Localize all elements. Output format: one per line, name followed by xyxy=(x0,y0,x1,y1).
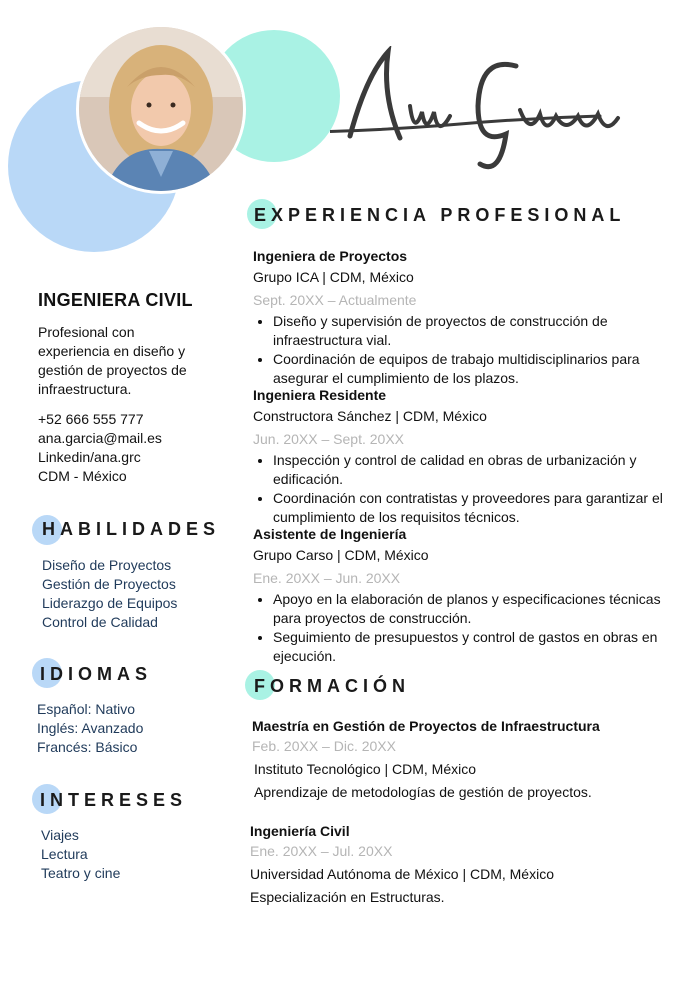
list-item: Inglés: Avanzado xyxy=(37,720,144,736)
job-dates: Sept. 20XX – Actualmente xyxy=(253,292,417,308)
list-item: Lectura xyxy=(41,846,88,862)
education-heading: FORMACIÓN xyxy=(254,676,410,696)
job-bullet: • Seguimiento de presupuestos y control de gastos en obras en ejecución. xyxy=(273,628,663,666)
job-title: Ingeniera de Proyectos xyxy=(253,248,408,264)
job-company: Grupo Carso | CDM, México xyxy=(253,547,429,563)
job-bullet: • Coordinación con contratistas y proveedores para garantizar el cumplimiento de los requisitos técnicos. xyxy=(273,489,663,527)
list-item: Teatro y cine xyxy=(41,865,121,881)
skills-list xyxy=(42,556,177,632)
job-company: Constructora Sánchez | CDM, México xyxy=(253,408,487,424)
job-title: Asistente de Ingeniería xyxy=(253,526,407,542)
linkedin-link[interactable]: Linkedin/ana.grc xyxy=(38,449,141,465)
email-link[interactable]: ana.garcia@mail.es xyxy=(38,430,162,446)
interests-heading: INTERESES xyxy=(40,790,188,810)
role-title: INGENIERA CIVIL xyxy=(38,290,193,310)
list-item: Diseño de Proyectos xyxy=(42,557,172,573)
profile-photo xyxy=(76,24,246,194)
education-entry xyxy=(252,717,672,802)
summary xyxy=(38,323,187,399)
education-entry xyxy=(250,822,670,907)
summary-line: experiencia en diseño y xyxy=(38,343,186,359)
list-item: Liderazgo de Equipos xyxy=(42,595,178,611)
degree-detail: Aprendizaje de metodologías de gestión de proyectos. xyxy=(254,784,592,800)
list-item: Control de Calidad xyxy=(42,614,158,630)
location: CDM - México xyxy=(38,468,127,484)
languages-list xyxy=(37,700,143,757)
degree-school: Universidad Autónoma de México | CDM, México xyxy=(250,866,554,882)
job-dates: Ene. 20XX – Jun. 20XX xyxy=(253,570,401,586)
degree-title: Maestría en Gestión de Proyectos de Infraestructura xyxy=(252,718,600,734)
list-item: Viajes xyxy=(41,827,79,843)
languages-heading: IDIOMAS xyxy=(40,664,153,684)
summary-line: Profesional con xyxy=(38,324,135,340)
skills-heading: HABILIDADES xyxy=(42,519,221,539)
job-bullet: • Inspección y control de calidad en obras de urbanización y edificación. xyxy=(273,451,663,489)
job-bullets xyxy=(253,312,663,388)
job-bullets xyxy=(253,451,663,527)
degree-school: Instituto Tecnológico | CDM, México xyxy=(254,761,477,777)
degree-detail: Especialización en Estructuras. xyxy=(250,889,445,905)
degree-dates: Ene. 20XX – Jul. 20XX xyxy=(250,843,393,859)
degree-dates: Feb. 20XX – Dic. 20XX xyxy=(252,738,396,754)
job-bullet: • Apoyo en la elaboración de planos y especificaciones técnicas para proyectos de construcción. xyxy=(273,590,663,628)
job-company: Grupo ICA | CDM, México xyxy=(253,269,414,285)
interests-list xyxy=(41,826,120,883)
job-entry xyxy=(253,525,663,666)
phone: +52 666 555 777 xyxy=(38,411,144,427)
list-item: Español: Nativo xyxy=(37,701,136,717)
job-bullets xyxy=(253,590,663,666)
summary-line: gestión de proyectos de xyxy=(38,362,187,378)
degree-title: Ingeniería Civil xyxy=(250,823,350,839)
job-title: Ingeniera Residente xyxy=(253,387,387,403)
job-entry xyxy=(253,386,663,527)
contact-block xyxy=(38,410,162,486)
job-entry xyxy=(253,247,663,388)
list-item: Francés: Básico xyxy=(37,739,138,755)
experience-heading: EXPERIENCIA PROFESIONAL xyxy=(254,205,626,225)
summary-line: infraestructura. xyxy=(38,381,132,397)
job-bullet: • Coordinación de equipos de trabajo multidisciplinarios para asegurar el cumplimiento de los plazos. xyxy=(273,350,663,388)
name-signature xyxy=(330,46,630,176)
job-dates: Jun. 20XX – Sept. 20XX xyxy=(253,431,404,447)
job-bullet: • Diseño y supervisión de proyectos de construcción de infraestructura vial. xyxy=(273,312,663,350)
list-item: Gestión de Proyectos xyxy=(42,576,176,592)
